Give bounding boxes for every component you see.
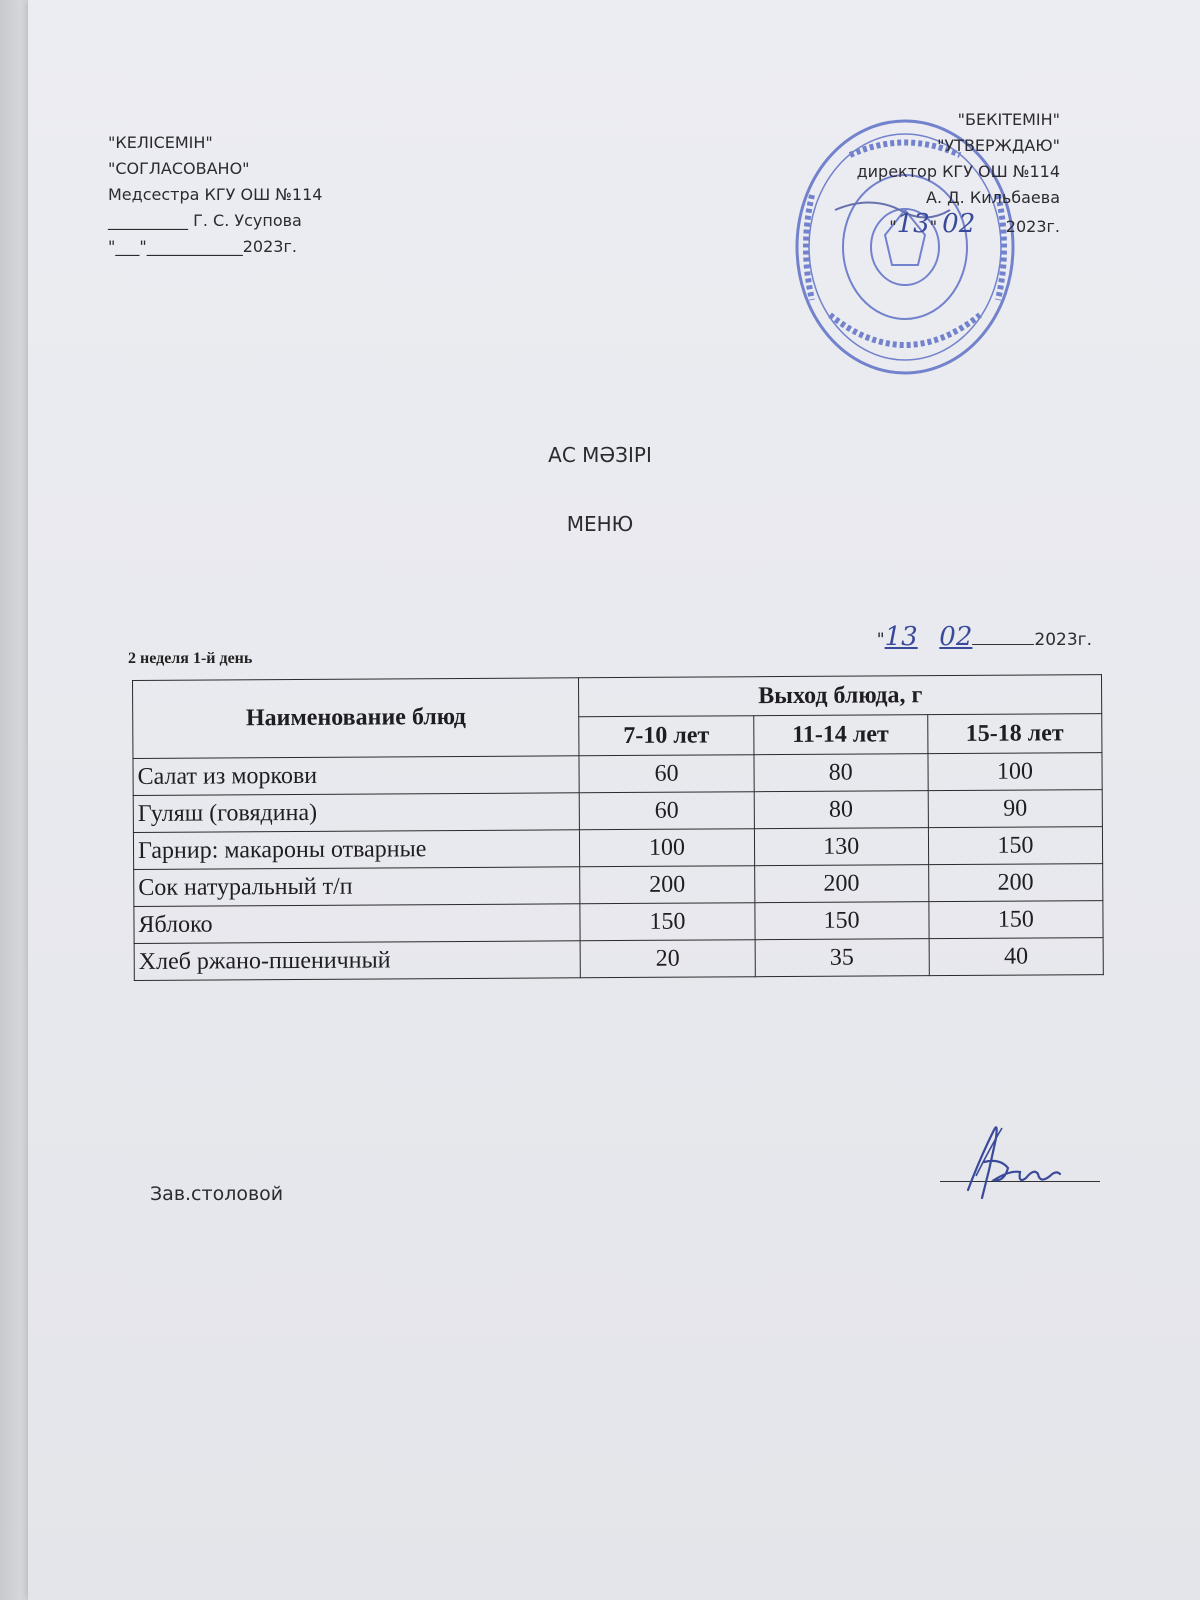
approval-left-line: __________ Г. С. Усупова (108, 211, 302, 230)
menu-table (132, 674, 1104, 981)
table-row (133, 827, 1102, 870)
table-row (134, 901, 1103, 944)
yield-7-10: 100 (580, 829, 754, 867)
dish-name: Яблоко (134, 904, 581, 944)
dish-name: Хлеб ржано-пшеничный (134, 941, 581, 981)
yield-header: Выход блюда, г (579, 675, 1102, 717)
dish-name: Гарнир: макароны отварные (133, 830, 580, 870)
handwritten-day: 13 (896, 209, 930, 239)
table-row (133, 753, 1102, 796)
age-group-header: 15-18 лет (927, 714, 1101, 754)
title-kazakh: АС МӘЗІРІ (548, 443, 652, 467)
approval-right-line: "БЕКІТЕМІН" (957, 110, 1060, 129)
table-header-row (133, 675, 1102, 720)
age-group-header: 7-10 лет (579, 716, 753, 756)
yield-15-18: 100 (928, 753, 1102, 791)
yield-7-10: 20 (580, 940, 754, 978)
document-date: "13 02 2023г. (876, 622, 1092, 652)
handwritten-month: 02 (939, 622, 973, 652)
yield-11-14: 200 (754, 865, 928, 903)
yield-15-18: 90 (928, 790, 1102, 828)
age-group-header: 11-14 лет (753, 715, 927, 755)
approval-right-line: А. Д. Кильбаева (926, 188, 1060, 207)
approval-left-line: "КЕЛІСЕМІН" (108, 133, 213, 152)
yield-7-10: 60 (580, 792, 754, 830)
yield-11-14: 150 (754, 902, 928, 940)
approval-right-line: директор КГУ ОШ №114 (856, 162, 1060, 181)
handwritten-month: 02 (942, 209, 976, 239)
approval-left-line: Медсестра КГУ ОШ №114 (108, 185, 323, 204)
approval-agreed-block (108, 130, 322, 260)
yield-15-18: 150 (929, 901, 1103, 939)
yield-7-10: 150 (580, 903, 754, 941)
table-row (134, 938, 1103, 981)
approval-approved-block (857, 107, 1060, 240)
table-row (134, 864, 1103, 907)
handwritten-signature-icon (960, 1118, 1080, 1208)
date-underline (972, 644, 1034, 645)
canteen-head-label: Зав.столовой (150, 1183, 284, 1205)
table-row (133, 790, 1102, 833)
yield-7-10: 60 (579, 755, 753, 793)
approval-left-line: "___"____________2023г. (108, 237, 297, 256)
approval-right-line: "УТВЕРЖДАЮ" (937, 136, 1060, 155)
approval-left-line: "СОГЛАСОВАНО" (108, 159, 250, 178)
dish-name: Гуляш (говядина) (133, 793, 580, 833)
yield-7-10: 200 (580, 866, 754, 904)
dish-name-header: Наименование блюд (133, 678, 580, 759)
approval-date: "13" 02 2023г. (889, 209, 1060, 239)
yield-15-18: 40 (929, 938, 1103, 976)
week-day-label: 2 неделя 1-й день (128, 650, 253, 667)
dish-name: Сок натуральный т/п (134, 867, 581, 907)
yield-15-18: 150 (928, 827, 1102, 865)
handwritten-day: 13 (884, 622, 918, 652)
yield-11-14: 80 (754, 754, 928, 792)
title-russian: МЕНЮ (566, 512, 634, 536)
yield-11-14: 130 (754, 828, 928, 866)
yield-15-18: 200 (928, 864, 1102, 902)
yield-11-14: 80 (754, 791, 928, 829)
dish-name: Салат из моркови (133, 756, 580, 796)
yield-11-14: 35 (755, 939, 929, 977)
